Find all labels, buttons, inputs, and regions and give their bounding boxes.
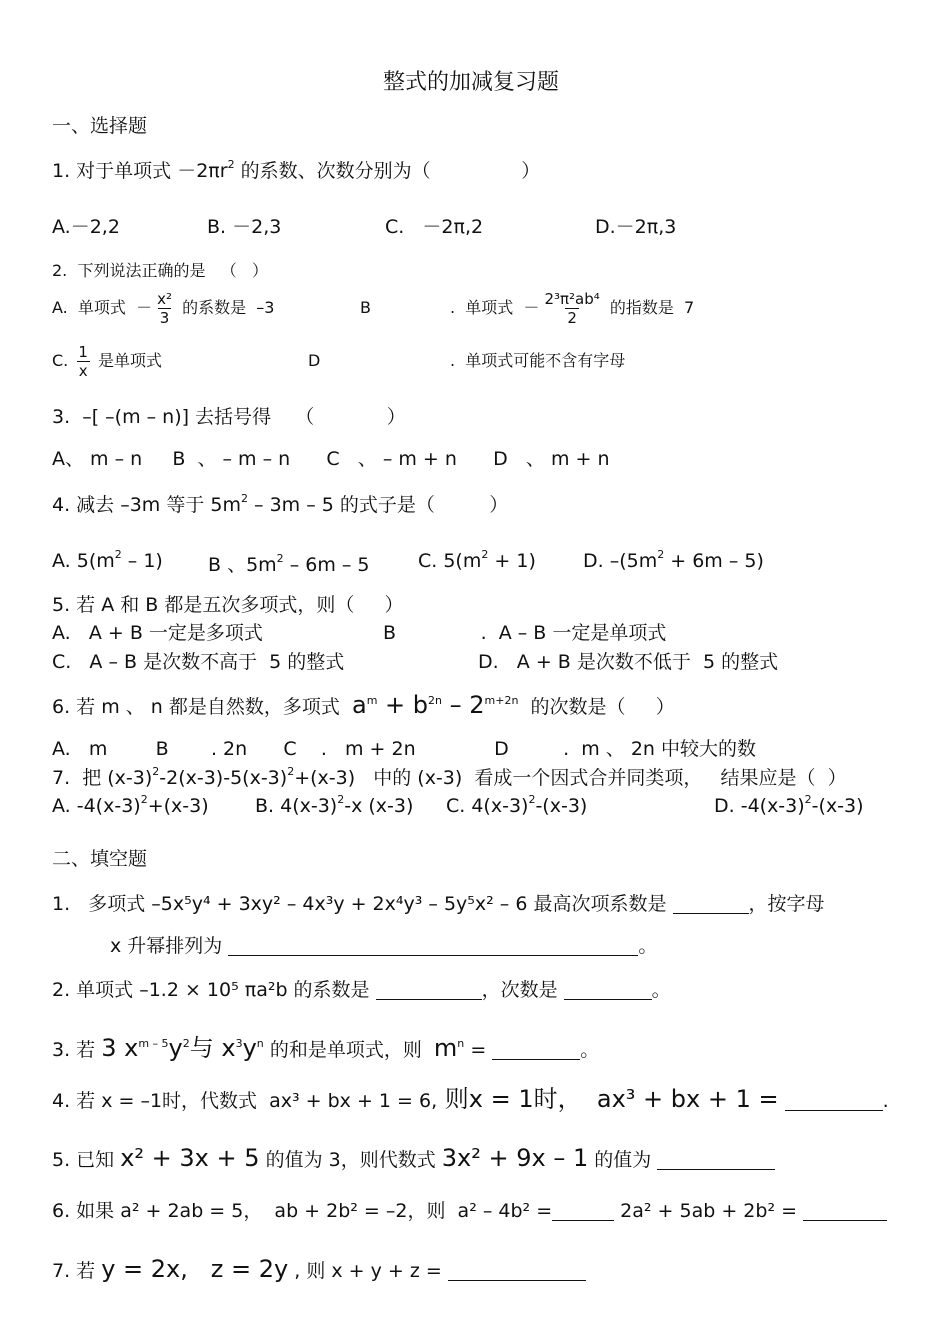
q2-b-fraction <box>542 290 601 327</box>
q2-b-num: 2³π²ab⁴ <box>544 290 600 308</box>
f2-blank-2[interactable] <box>564 999 652 1000</box>
f3-pre: 3. 若 <box>52 1039 102 1061</box>
fill-5 <box>52 1143 775 1175</box>
f5-expr2: 3x² + 9x – 1 <box>441 1144 589 1172</box>
fill-3 <box>52 1033 599 1065</box>
q4-b-text: B 、5m <box>208 554 277 576</box>
q5-option-a: A. A + B 一定是多项式 <box>52 622 263 644</box>
q7-exp-2: 2 <box>287 765 295 778</box>
q7-option-a <box>52 793 209 819</box>
q6-options: A. m B . 2n C . m + 2n D . m 、 2n 中较大的数 <box>52 738 757 760</box>
f4-pre: 4. 若 x = –1时，代数式 ax³ + bx + 1 = 6, <box>52 1090 438 1112</box>
q6-stem-b: 的次数是（ ） <box>518 696 675 718</box>
f4-blank[interactable] <box>785 1110 883 1111</box>
f7-pre: 7. 若 <box>52 1260 102 1282</box>
q7-d-2: -(x-3) <box>811 795 864 817</box>
q1-exp: 2 <box>227 158 235 171</box>
section-heading-fill: 二、填空题 <box>52 848 148 870</box>
q7-a-exp: 2 <box>140 793 148 806</box>
q2-option-b <box>450 286 694 330</box>
f3-exp1: m – 5 <box>138 1037 169 1050</box>
q7-b-2: -x (x-3) <box>344 795 414 817</box>
q2-c-num: 1 <box>78 343 88 361</box>
page-title: 整式的加减复习题 <box>383 70 560 95</box>
q4-option-b <box>208 552 370 578</box>
f3-eq: = <box>464 1039 487 1061</box>
q2-option-b-label: B <box>360 298 371 317</box>
f3-exp4: n <box>256 1037 264 1050</box>
q1-stem-b: 的系数、次数分别为（ ） <box>234 160 541 182</box>
q2-c-label: C. <box>52 351 69 370</box>
q7-d-1: D. -4(x-3) <box>714 795 805 817</box>
f1-end: 。 <box>638 935 658 957</box>
q4-stem-exp: 2 <box>240 492 248 505</box>
f2-stem: 2. 单项式 –1.2 × 10⁵ πa²b 的系数是 <box>52 979 370 1001</box>
f5-blank[interactable] <box>657 1169 775 1170</box>
q4-c-tail: + 1) <box>488 550 536 572</box>
q6-stem-a: 6. 若 m 、 n 都是自然数，多项式 <box>52 696 352 718</box>
q4-option-d <box>583 548 764 574</box>
q4-d-tail: + 6m – 5) <box>664 550 764 572</box>
q2-c-den: x <box>78 362 88 380</box>
q6-expr-c: – 2 <box>442 691 485 719</box>
f5-mid: 的值为 3，则代数式 <box>259 1149 442 1171</box>
f2-blank-1[interactable] <box>376 999 482 1000</box>
q7-stem-b: -2(x-3)-5(x-3) <box>159 767 288 789</box>
fill-7 <box>52 1254 586 1286</box>
q1-option-b: B. －2,3 <box>207 216 282 238</box>
f2-mid: ，次数是 <box>481 979 558 1001</box>
f3-m: m <box>433 1034 458 1062</box>
f4-end: . <box>882 1090 889 1112</box>
q7-b-1: B. 4(x-3) <box>255 795 338 817</box>
q5-option-b: B . A – B 一定是单项式 <box>383 622 667 644</box>
f1-line2: x 升幂排列为 <box>110 935 223 957</box>
q7-d-exp: 2 <box>804 793 812 806</box>
q5-option-d: D. A + B 是次数不低于 5 的整式 <box>478 651 779 673</box>
q7-c-exp: 2 <box>528 793 536 806</box>
q1-stem-a: 1. 对于单项式 <box>52 160 178 182</box>
q2-option-a <box>52 286 274 330</box>
q7-b-exp: 2 <box>337 793 345 806</box>
question-5-stem: 5. 若 A 和 B 都是五次多项式，则（ ） <box>52 594 404 616</box>
f3-blank[interactable] <box>492 1059 580 1060</box>
f7-expr: y = 2x, z = 2y <box>101 1255 289 1283</box>
question-2-stem: 2. 下列说法正确的是 （ ） <box>52 261 268 280</box>
q5-option-c: C. A – B 是次数不高于 5 的整式 <box>52 651 345 673</box>
f5-pre: 5. 已知 <box>52 1149 121 1171</box>
q2-a-tail: 的系数是 –3 <box>177 298 275 317</box>
q7-c-2: -(x-3) <box>535 795 588 817</box>
fill-6 <box>52 1198 887 1224</box>
f3-exp3: 3 <box>235 1037 243 1050</box>
q6-expr-b: + b <box>377 691 429 719</box>
f7-blank[interactable] <box>448 1280 586 1281</box>
q4-c-exp: 2 <box>481 548 489 561</box>
f5-tail: 的值为 <box>588 1149 652 1171</box>
f2-end: 。 <box>651 979 671 1001</box>
question-7-stem <box>52 765 847 791</box>
f6-blank-1[interactable] <box>552 1220 614 1221</box>
q4-b-exp: 2 <box>276 552 284 565</box>
question-3-stem: 3. –[ –(m – n)] 去括号得 （ ） <box>52 406 406 428</box>
q7-option-c <box>446 793 587 819</box>
section-heading-choice: 一、选择题 <box>52 115 148 137</box>
q3-options: A、 m – n B 、 – m – n C 、 – m + n D 、 m + n <box>52 448 610 470</box>
f1-stem: 1. 多项式 –5x⁵y⁴ + 3xy² – 4x³y + 2x⁴y³ – 5y⁵x² – 6 最高次项系数是 <box>52 893 667 915</box>
f3-expr4: y <box>242 1034 257 1062</box>
q2-option-c <box>52 339 162 383</box>
question-1-stem <box>52 158 540 184</box>
f3-expr2: y <box>168 1034 183 1062</box>
q7-stem-c: +(x-3) 中的 (x-3) 看成一个因式合并同类项， 结果应是（ ） <box>294 767 847 789</box>
fill-2 <box>52 977 671 1003</box>
q2-a-label: A. 单项式 － <box>52 298 153 317</box>
q7-c-1: C. 4(x-3) <box>446 795 529 817</box>
q1-expr: －2πr <box>177 160 228 182</box>
question-4-stem <box>52 492 508 518</box>
q7-option-b <box>255 793 413 819</box>
q2-b-pre: . 单项式 － <box>450 298 540 317</box>
f4-post: 则x = 1时， ax³ + bx + 1 = <box>437 1085 779 1113</box>
q4-d-text: D. –(5m <box>583 550 658 572</box>
q4-c-text: C. 5(m <box>418 550 482 572</box>
q4-a-exp: 2 <box>114 548 122 561</box>
f3-expr3: 与 x <box>189 1034 236 1062</box>
q6-exp-b: 2n <box>428 694 442 707</box>
f1-tail: ，按字母 <box>748 893 825 915</box>
q2-a-den: 3 <box>159 309 170 327</box>
q2-option-d-label: D <box>308 351 321 370</box>
f5-expr: x² + 3x + 5 <box>120 1144 260 1172</box>
q2-c-fraction <box>76 343 90 380</box>
f3-exp2: 2 <box>182 1037 190 1050</box>
q6-exp-a: m <box>366 694 378 707</box>
q2-c-tail: 是单项式 <box>92 351 162 370</box>
f1-blank-2[interactable] <box>228 955 638 956</box>
q4-stem-a: 4. 减去 –3m 等于 5m <box>52 494 241 516</box>
fill-1-line-2 <box>110 933 657 959</box>
q1-option-d: D.－2π,3 <box>595 216 677 238</box>
q6-expr-a: a <box>351 691 367 719</box>
q4-a-text: A. 5(m <box>52 550 115 572</box>
fill-4 <box>52 1084 889 1116</box>
f3-mid: 的和是单项式，则 <box>263 1039 434 1061</box>
f3-expr: 3 x <box>101 1034 139 1062</box>
q2-a-fraction <box>155 290 174 327</box>
fill-1 <box>52 891 825 917</box>
f6-mid: 2a² + 5ab + 2b² = <box>614 1200 798 1222</box>
q2-a-num: x² <box>157 290 172 308</box>
q4-option-c <box>418 548 536 574</box>
q4-d-exp: 2 <box>657 548 665 561</box>
f3-end: 。 <box>580 1039 600 1061</box>
f6-pre: 6. 如果 a² + 2ab = 5， ab + 2b² = –2，则 a² – 4b² = <box>52 1200 553 1222</box>
q7-option-d <box>714 793 864 819</box>
f3-exp5: n <box>457 1037 465 1050</box>
q2-b-tail: 的指数是 7 <box>604 298 695 317</box>
q2-b-den: 2 <box>567 309 577 327</box>
q7-stem-a: 7. 把 (x-3) <box>52 767 153 789</box>
q7-a-1: A. -4(x-3) <box>52 795 141 817</box>
q6-exp-c: m+2n <box>484 694 519 707</box>
q4-a-tail: – 1) <box>121 550 163 572</box>
q4-stem-b: – 3m – 5 的式子是（ ） <box>247 494 509 516</box>
q2-option-d: . 单项式可能不含有字母 <box>450 351 626 370</box>
q1-option-a: A.－2,2 <box>52 216 120 238</box>
q7-exp-1: 2 <box>152 765 160 778</box>
question-6-stem <box>52 690 675 722</box>
f1-blank-1[interactable] <box>673 913 749 914</box>
q4-option-a <box>52 548 163 574</box>
f7-mid: , 则 x + y + z = <box>288 1260 442 1282</box>
f6-blank-2[interactable] <box>803 1220 887 1221</box>
q7-a-2: +(x-3) <box>147 795 209 817</box>
q4-b-tail: – 6m – 5 <box>283 554 370 576</box>
q1-option-c: C. －2π,2 <box>385 216 484 238</box>
